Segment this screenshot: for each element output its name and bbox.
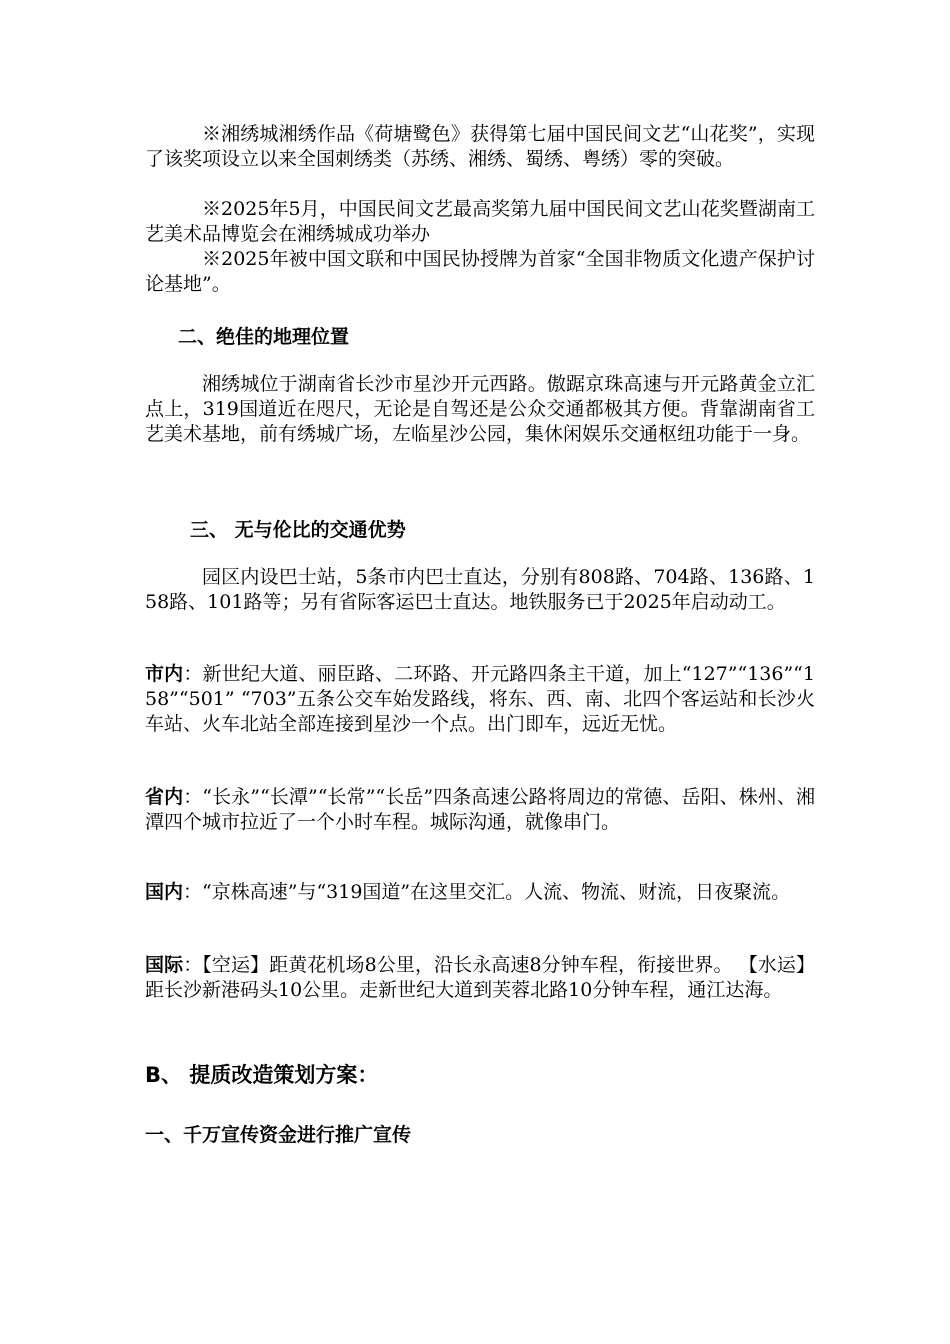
sectionB-heading: B、 提质改造策划方案： (145, 1063, 379, 1087)
section2-heading: 二、绝佳的地理位置 (178, 326, 350, 348)
transport-province-text: ：“长永”“长潭”“长常”“长岳”四条高速公路将周边的常德、岳阳、株州、湘潭四个城市拉近了一个小时车程。城际沟通，就像串门。 (145, 786, 815, 833)
note-heritage-base: ※2025年被中国文联和中国民协授牌为首家“全国非物质文化遗产保护讨论基地”。 (145, 248, 815, 295)
note-shanhua-award: ※湘绣城湘绣作品《荷塘鹭色》获得第七届中国民间文艺“山花奖”，实现了该奖项设立以来全国刺绣类（苏绣、湘绣、蜀绣、粤绣）零的突破。 (145, 123, 815, 170)
transport-domestic (145, 880, 815, 905)
transport-city-lead: 市内 (145, 663, 184, 685)
note-expo-2025: ※2025年5月，中国民间文艺最高奖第九届中国民间文艺山花奖暨湖南工艺美术品博览会在湘绣城成功举办 (145, 198, 815, 245)
section3-body: 园区内设巴士站，5条市内巴士直达，分别有808路、704路、136路、158路、101路等；另有省际客运巴士直达。地铁服务已于2025年启动动工。 (145, 566, 815, 613)
transport-province (145, 785, 815, 835)
section1-heading: 一、千万宣传资金进行推广宣传 (145, 1124, 412, 1146)
section3-heading: 三、 无与伦比的交通优势 (190, 519, 406, 541)
transport-province-lead: 省内 (145, 786, 184, 808)
transport-domestic-lead: 国内 (145, 881, 184, 903)
transport-city-text: ：新世纪大道、丽臣路、二环路、开元路四条主干道，加上“127”“136”“158”“501” “703”五条公交车始发路线，将东、西、南、北四个客运站和长沙火车站、火车北站全部连接到星沙一个点。出门即车，远近无忧。 (145, 663, 815, 735)
transport-domestic-text: ：“京株高速”与“319国道”在这里交汇。人流、物流、财流，日夜聚流。 (183, 881, 791, 903)
transport-international-lead: 国际 (145, 954, 184, 976)
section2-body: 湘绣城位于湖南省长沙市星沙开元西路。傲踞京珠高速与开元路黄金立汇点上，319国道近在咫尺，无论是自驾还是公众交通都极其方便。背靠湖南省工艺美术基地，前有绣城广场，左临星沙公园，集休闲娱乐交通枢纽功能于一身。 (145, 373, 815, 445)
transport-city (145, 662, 815, 737)
transport-international (145, 953, 815, 1003)
transport-international-text: ：【空运】距黄花机场8公里，沿长永高速8分钟车程，衔接世界。 【水运】距长沙新港码头10公里。走新世纪大道到芙蓉北路10分钟车程，通江达海。 (145, 954, 815, 1001)
